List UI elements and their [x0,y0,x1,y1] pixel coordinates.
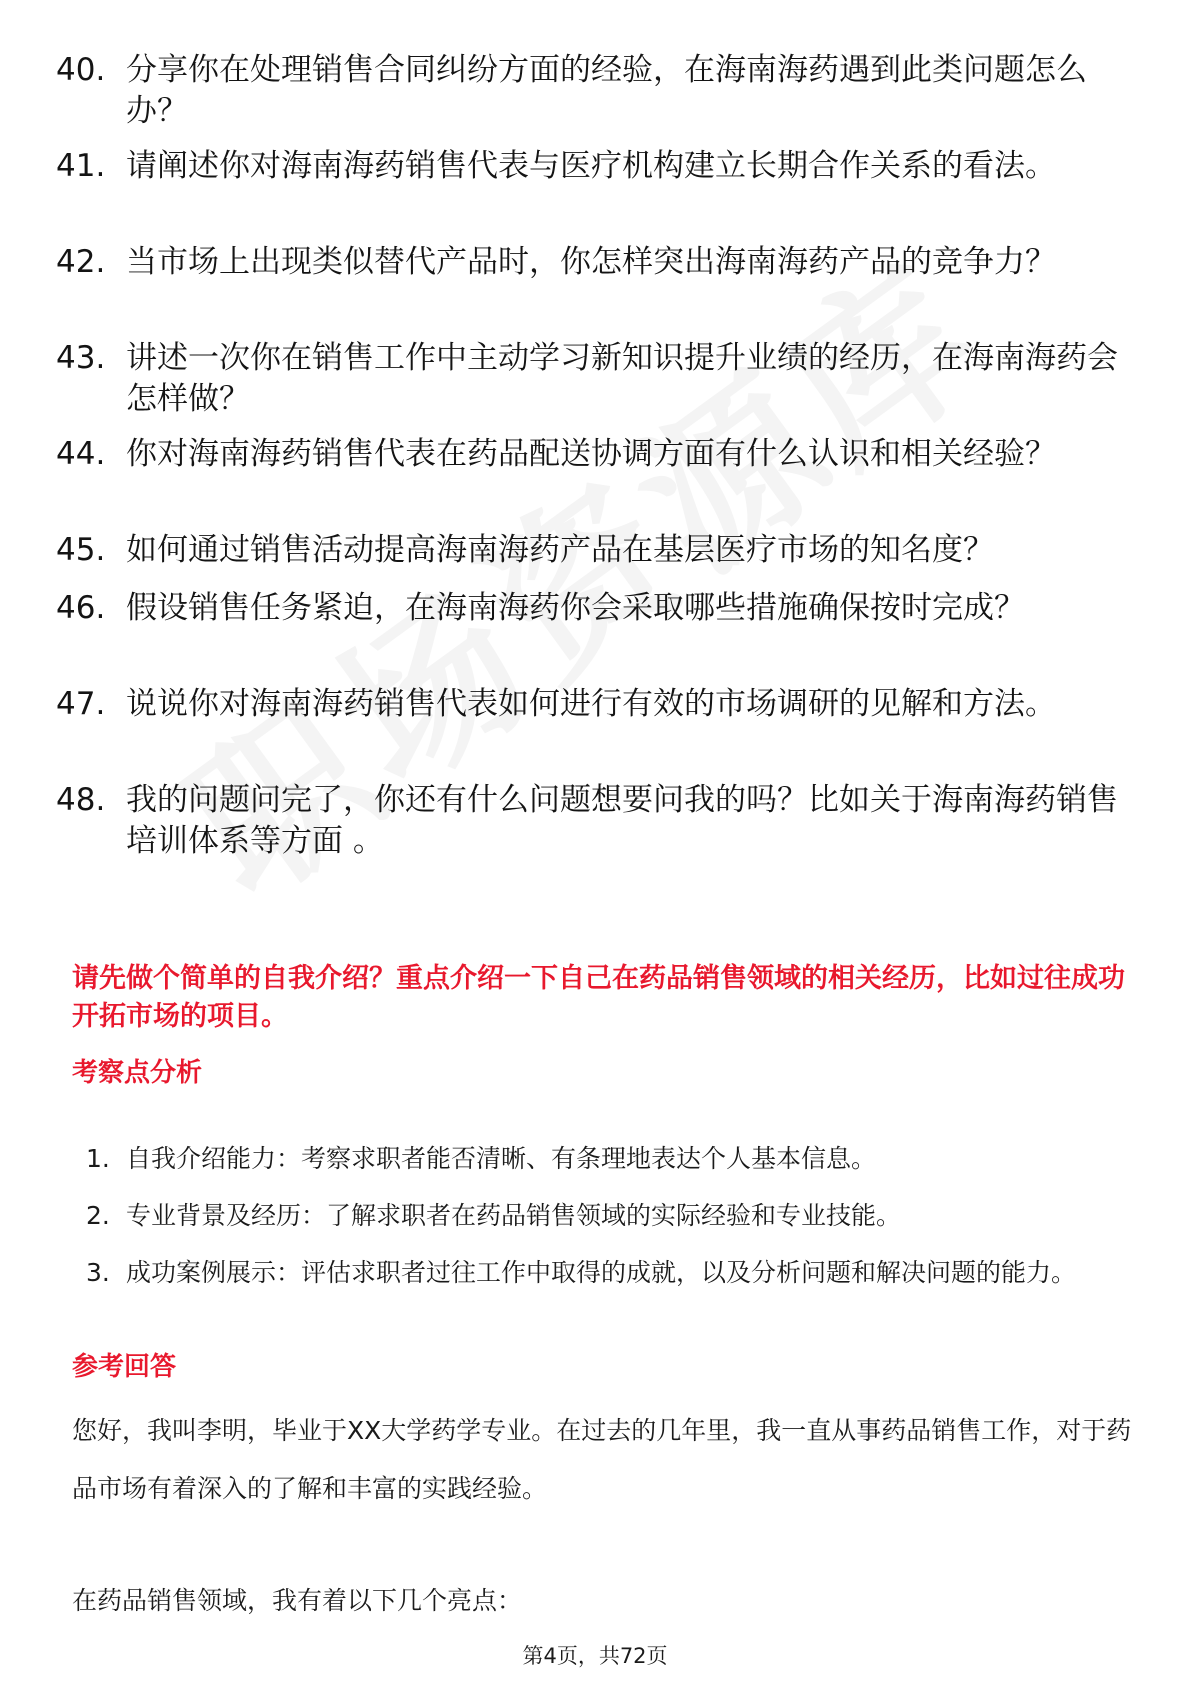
question-number: 41. [56,148,106,184]
question-item [56,434,1136,475]
point-text: 专业背景及经历：了解求职者在药品销售领域的实际经验和专业技能。 [126,1201,902,1230]
analysis-point [86,1244,1126,1301]
answer-paragraph: 在药品销售领域，我有着以下几个亮点： [72,1586,523,1615]
analysis-points [86,1130,1126,1301]
analysis-point [86,1187,1126,1244]
point-number: 1. [86,1144,110,1173]
question-item [56,338,1136,420]
question-text: 当市场上出现类似替代产品时，你怎样突出海南海药产品的竞争力？ [126,244,1056,280]
question-text: 我的问题问完了，你还有什么问题想要问我的吗？比如关于海南海药销售培训体系等方面 。 [126,782,1118,859]
question-text: 分享你在处理销售合同纠纷方面的经验，在海南海药遇到此类问题怎么办？ [126,52,1087,129]
answer-paragraph: 您好，我叫李明，毕业于XX大学药学专业。在过去的几年里，我一直从事药品销售工作，对于药品市场有着深入的了解和丰富的实践经验。 [72,1416,1132,1503]
question-number: 46. [56,590,106,626]
featured-question: 请先做个简单的自我介绍？重点介绍一下自己在药品销售领域的相关经历，比如过往成功开拓市场的项目。 [72,963,1125,1032]
point-number: 3. [86,1258,110,1287]
point-text: 成功案例展示：评估求职者过往工作中取得的成就，以及分析问题和解决问题的能力。 [126,1258,1077,1287]
question-text: 假设销售任务紧迫，在海南海药你会采取哪些措施确保按时完成？ [126,590,1025,626]
page-footer: 第4页，共72页 [522,1644,668,1668]
question-number: 48. [56,782,106,818]
question-item [56,684,1136,725]
question-item [56,242,1136,283]
answer-heading: 参考回答 [72,1352,177,1382]
analysis-heading: 考察点分析 [72,1058,203,1088]
question-item [56,780,1136,862]
question-number: 40. [56,52,106,88]
question-number: 44. [56,436,106,472]
question-item [56,530,1136,571]
point-number: 2. [86,1201,110,1230]
question-text: 讲述一次你在销售工作中主动学习新知识提升业绩的经历，在海南海药会怎样做？ [126,340,1118,417]
question-number: 47. [56,686,106,722]
question-number: 43. [56,340,106,376]
analysis-point [86,1130,1126,1187]
question-item [56,588,1136,629]
question-number: 42. [56,244,106,280]
question-text: 你对海南海药销售代表在药品配送协调方面有什么认识和相关经验？ [126,436,1056,472]
question-number: 45. [56,532,106,568]
question-text: 请阐述你对海南海药销售代表与医疗机构建立长期合作关系的看法。 [126,148,1056,184]
point-text: 自我介绍能力：考察求职者能否清晰、有条理地表达个人基本信息。 [126,1144,877,1173]
question-item [56,146,1136,187]
question-item [56,50,1136,132]
question-text: 说说你对海南海药销售代表如何进行有效的市场调研的见解和方法。 [126,686,1056,722]
question-text: 如何通过销售活动提高海南海药产品在基层医疗市场的知名度？ [126,532,994,568]
